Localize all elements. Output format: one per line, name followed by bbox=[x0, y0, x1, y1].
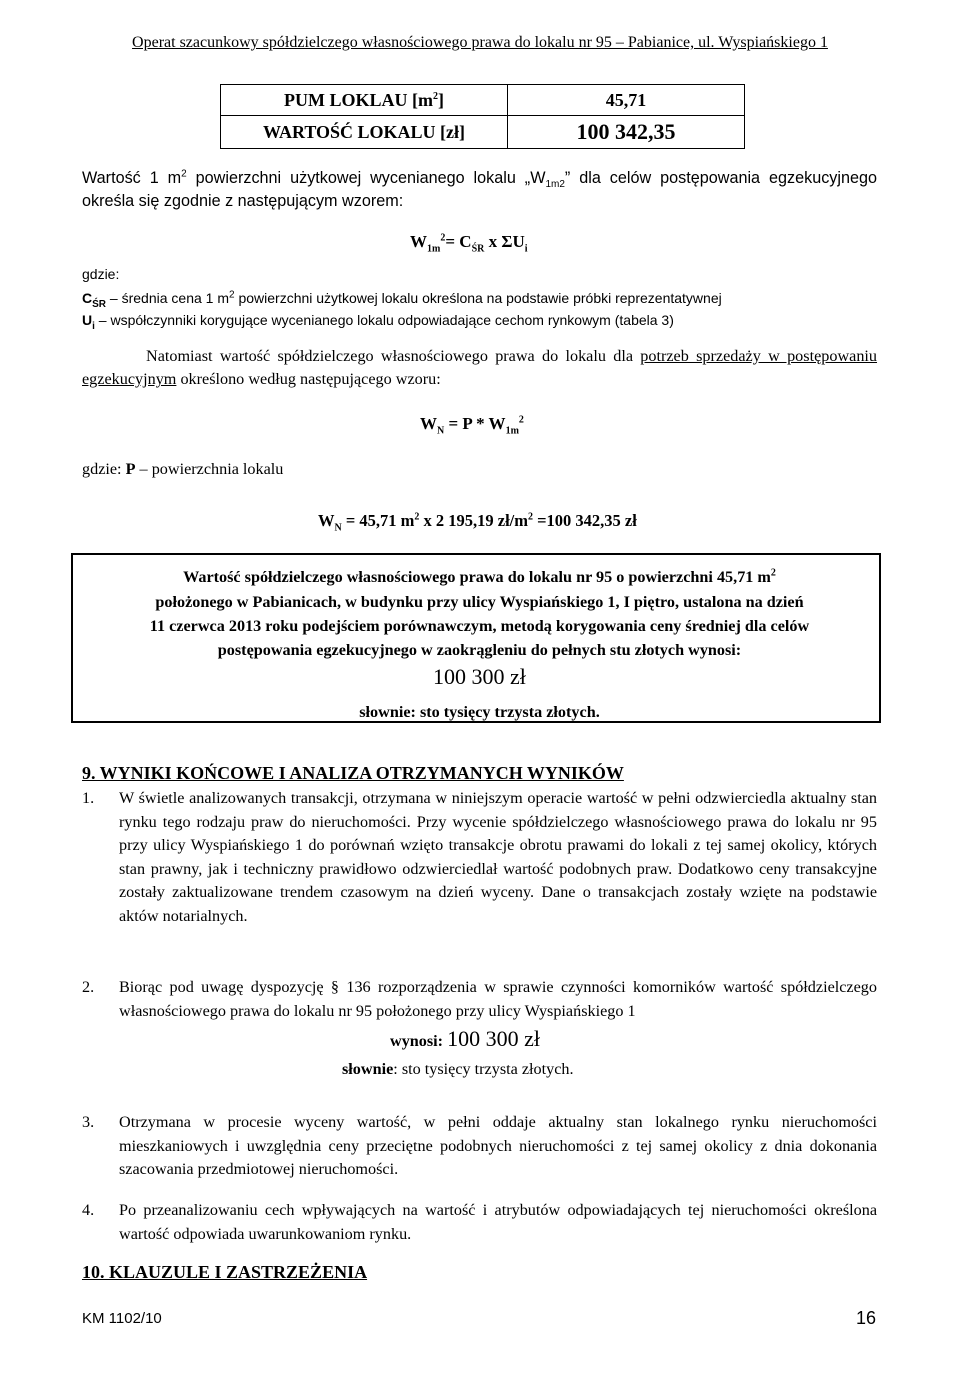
page-number: 16 bbox=[856, 1308, 877, 1328]
legend-u: $U_i$ – współczynniki korygujące wycenianego lokalu odpowiadające cechom rynkowym (tabela 3) bbox=[82, 312, 674, 332]
section-10-title: 10. KLAUZULE I ZASTRZEŻENIA bbox=[82, 1262, 368, 1282]
calculation: $W_N = 45,71$ $m^2$ x 2 195,19 $zł/m^2 =100$ 342,35 zł bbox=[318, 511, 637, 534]
formula-w1m: $W_{1m}^2= C_{ŚR}$ x $\Sigma U_i$ bbox=[410, 232, 528, 255]
gdzie-p: gdzie: P – powierzchnia lokalu bbox=[82, 460, 284, 478]
list-number: 3. bbox=[82, 1113, 95, 1131]
value-value-cell: 100 342,35 bbox=[508, 116, 745, 149]
list-text: Po przeanalizowaniu cech wpływających na wartość i atrybutów odpowiadających tej nieruchomości określona wartość odpowiada uwarunkowaniom rynku. bbox=[119, 1201, 877, 1243]
footer-ref: KM 1102/10 bbox=[82, 1310, 162, 1327]
list-text: Biorąc pod uwagę dyspozycję § 136 rozporządzenia w sprawie czynności komorników wartość spółdzielczego własnościowego prawa do lokalu nr 95 położonego przy ulicy Wyspiańskiego 1 bbox=[119, 978, 877, 1020]
legend-c: $C_{ŚR}$ – średnia cena 1 $m^2$ powierzchni użytkowej lokalu określona na podstawie próbki reprezentatywnej bbox=[82, 289, 722, 310]
table-row bbox=[221, 116, 745, 149]
page-header: Operat szacunkowy spółdzielczego własnościowego prawa do lokalu nr 95 – Pabianice, ul. Wyspiańskiego 1 bbox=[132, 34, 828, 51]
list-item bbox=[82, 976, 877, 1023]
list-text: W świetle analizowanych transakcji, otrzymana w niniejszym operacie wartość w pełni odzwierciedla aktualny stan rynku tego rodzaju praw do nieruchomości. Przy wycenie spółdzielczego własnościowego prawa do lokalu nr 95 przy ulicy Wyspiańskiego 1 do porównań wzięto transakcje obrotu prawami do lokali z tej samej okolicy, których stan prawny, jak i techniczny prawidłowo odzwierciedlał wartość podobnych praw. Dodatkowo ceny transakcyjne zostały zaktualizowane trendem czasowym na dzień wyceny. Dane o transakcjach zostały wzięte na podstawie aktów notarialnych. bbox=[119, 789, 877, 925]
section-9-title: 9. WYNIKI KOŃCOWE I ANALIZA OTRZYMANYCH WYNIKÓW bbox=[82, 763, 624, 783]
list-item bbox=[82, 1199, 877, 1246]
list-number: 1. bbox=[82, 789, 95, 807]
box-line-3: 11 czerwca 2013 roku podejściem porównawczym, metodą korygowania ceny średniej dla celów bbox=[149, 617, 810, 635]
list-number: 2. bbox=[82, 978, 95, 996]
list-number: 4. bbox=[82, 1201, 95, 1219]
formula-wn: $W_N = P * W_{1m}^2$ bbox=[420, 414, 524, 437]
intro-paragraph: Wartość 1 $m^2$ powierzchni użytkowej wycenianego lokalu $„W_{1m2}$” dla celów postępowania egzekucyjnego określa się zgodnie z następującym wzorem: bbox=[82, 168, 877, 210]
list-item bbox=[82, 787, 877, 928]
item2-slownie: słownie: sto tysięcy trzysta złotych. bbox=[342, 1060, 574, 1078]
summary-table bbox=[220, 84, 745, 149]
box-slownie: słownie: sto tysięcy trzysta złotych. bbox=[359, 703, 600, 721]
value-label-cell: WARTOŚĆ LOKALU [zł] bbox=[221, 116, 508, 149]
box-line-2: położonego w Pabianicach, w budynku przy ulicy Wyspiańskiego 1, I piętro, ustalona na dzień bbox=[155, 593, 804, 611]
box-amount: 100 300 zł bbox=[433, 664, 526, 689]
natomiast-paragraph: Natomiast wartość spółdzielczego własnościowego prawa do lokalu dla potrzeb sprzedaży w postępowaniu egzekucyjnym określono według następującego wzoru: bbox=[82, 347, 878, 388]
box-line-1: Wartość spółdzielczego własnościowego prawa do lokalu nr 95 o powierzchni 45,71 $m^2$ bbox=[183, 567, 776, 586]
item2-value: wynosi: 100 300 zł bbox=[390, 1026, 541, 1051]
list-item bbox=[82, 1111, 877, 1182]
table-row bbox=[221, 85, 745, 116]
legend-gdzie: gdzie: bbox=[82, 266, 120, 282]
pum-label-cell: PUM LOKLAU $[m^2]$ bbox=[221, 85, 508, 116]
pum-value-cell: 45,71 bbox=[508, 85, 745, 116]
list-text: Otrzymana w procesie wyceny wartość, w pełni oddaje aktualny stan lokalnego rynku nieruchomości mieszkaniowych i uwzględnia ceny przeciętne podobnych nieruchomości z tej samej okolicy z dnia dokonania szacowania przedmiotowej nieruchomości. bbox=[119, 1113, 877, 1178]
box-line-4: postępowania egzekucyjnego w zaokrągleniu do pełnych stu złotych wynosi: bbox=[217, 641, 742, 659]
